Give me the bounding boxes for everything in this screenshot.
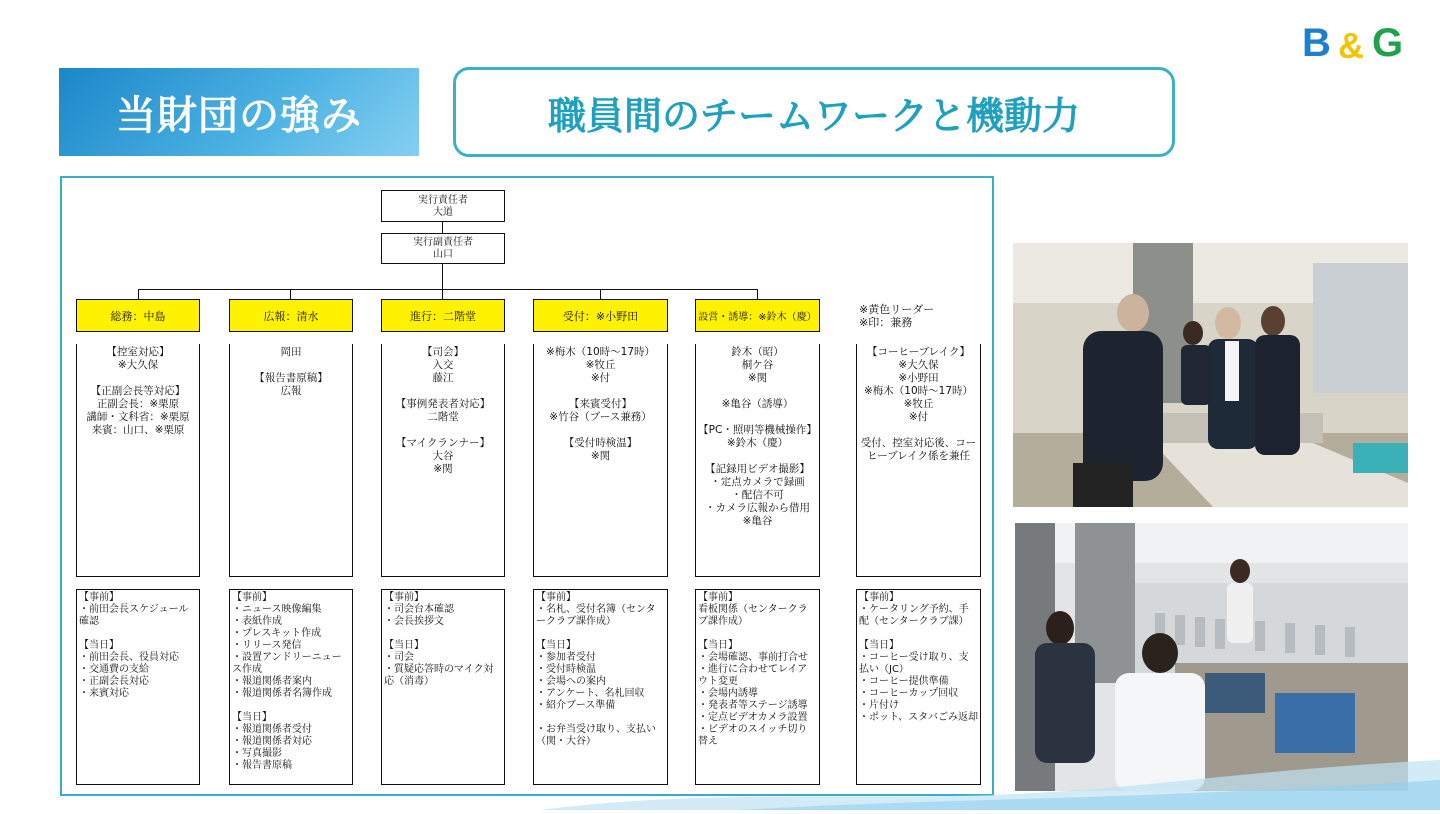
dept-header-pr: 広報：清水 xyxy=(229,299,353,332)
connector xyxy=(442,222,443,233)
dept-tasks-general: 【事前】 ・前田会長スケジュール確認 【当日】 ・前田会長、役員対応 ・交通費の支給 ・正副会長対応 ・来賓対応 xyxy=(76,589,200,785)
deputy-role: 実行副責任者 xyxy=(413,237,473,248)
dept-members-general: 【控室対応】 ※大久保 【正副会長等対応】 正副会長：※栗原 講師・文科省：※栗原 来賓：山口、※栗原 xyxy=(76,344,200,577)
slide-subtitle: 職員間のチームワークと機動力 xyxy=(453,67,1175,157)
dept-members-coffee: 【コーヒーブレイク】 ※大久保 ※小野田 ※梅木（10時～17時） ※牧丘 ※付 受付、控室対応後、コーヒーブレイク係を兼任 xyxy=(856,344,981,577)
decorative-wave xyxy=(540,760,1440,810)
svg-text:B: B xyxy=(1302,21,1331,64)
dept-tasks-coffee: 【事前】 ・ケータリング予約、手配（センタークラブ課） 【当日】 ・コーヒー受け取り、支払い（JC） ・コーヒー提供準備 ・コーヒーカップ回収 ・片付け ・ポット、スタバごみ返却 xyxy=(856,589,981,785)
dept-members-pr: 岡田 【報告書原稿】 広報 xyxy=(229,344,353,577)
photo-reception xyxy=(1013,243,1408,507)
connector xyxy=(442,289,443,299)
bg-logo xyxy=(1302,18,1420,64)
connector xyxy=(290,289,291,299)
connector xyxy=(442,264,443,290)
dept-header-progress: 進行：二階堂 xyxy=(381,299,505,332)
connector xyxy=(138,289,139,299)
dept-tasks-setup: 【事前】 看板関係（センタークラブ課作成） 【当日】 ・会場確認、事前打合せ ・進行に合わせてレイアウト変更 ・会場内誘導 ・発表者等ステージ誘導 ・定点ビデオカメラ設置 ・ビデオのスイッチ切り替え xyxy=(695,589,820,785)
slide-title: 当財団の強み xyxy=(59,68,419,156)
dept-tasks-reception: 【事前】 ・名札、受付名簿（センタークラブ課作成） 【当日】 ・参加者受付 ・受付時検温 ・会場への案内 ・アンケート、名札回収 ・紹介ブース準備 ・お弁当受け取り、支払い（関・大谷） xyxy=(533,589,668,785)
dept-members-progress: 【司会】 入交 藤江 【事例発表者対応】 二階堂 【マイクランナー】 大谷 ※関 xyxy=(381,344,505,577)
deputy-box xyxy=(381,233,505,264)
svg-text:&: & xyxy=(1338,25,1364,64)
dept-header-reception: 受付：※小野田 xyxy=(533,299,668,332)
connector xyxy=(138,289,758,290)
dept-tasks-progress: 【事前】 ・司会台本確認 ・会長挨拶文 【当日】 ・司会 ・質疑応答時のマイク対応（消毒） xyxy=(381,589,505,785)
dept-tasks-pr: 【事前】 ・ニュース映像編集 ・表紙作成 ・プレスキット作成 ・リリース発信 ・設置アンドリーニュース作成 ・報道関係者案内 ・報道関係者名簿作成 【当日】 ・報道関係者受付 ・報道関係者対応 ・写真撮影 ・報告書原稿 xyxy=(229,589,353,785)
chief-role: 実行責任者 xyxy=(418,195,468,206)
dept-header-general: 総務：中島 xyxy=(76,299,200,332)
org-chart-frame xyxy=(60,176,994,796)
chief-box xyxy=(381,190,505,222)
connector xyxy=(600,289,601,299)
leader-legend: ※黄色リーダー ※印：兼務 xyxy=(859,303,935,329)
dept-members-setup: 鈴木（昭） 桐ケ谷 ※関 ※亀谷（誘導） 【PC・照明等機械操作】 ※鈴木（慶） 【記録用ビデオ撮影】 ・定点カメラで録画 ・配信不可 ・カメラ広報から借用 ※亀谷 xyxy=(695,344,820,577)
svg-text:G: G xyxy=(1372,21,1404,64)
deputy-name: 山口 xyxy=(433,249,453,260)
dept-members-reception: ※梅木（10時～17時） ※牧丘 ※付 【来賓受付】 ※竹谷（ブース兼務） 【受付時検温】 ※関 xyxy=(533,344,668,577)
dept-header-setup: 設営・誘導：※鈴木（慶） xyxy=(695,299,820,332)
photo-control-desk xyxy=(1015,523,1408,791)
chief-name: 大道 xyxy=(433,207,453,218)
connector xyxy=(757,289,758,299)
